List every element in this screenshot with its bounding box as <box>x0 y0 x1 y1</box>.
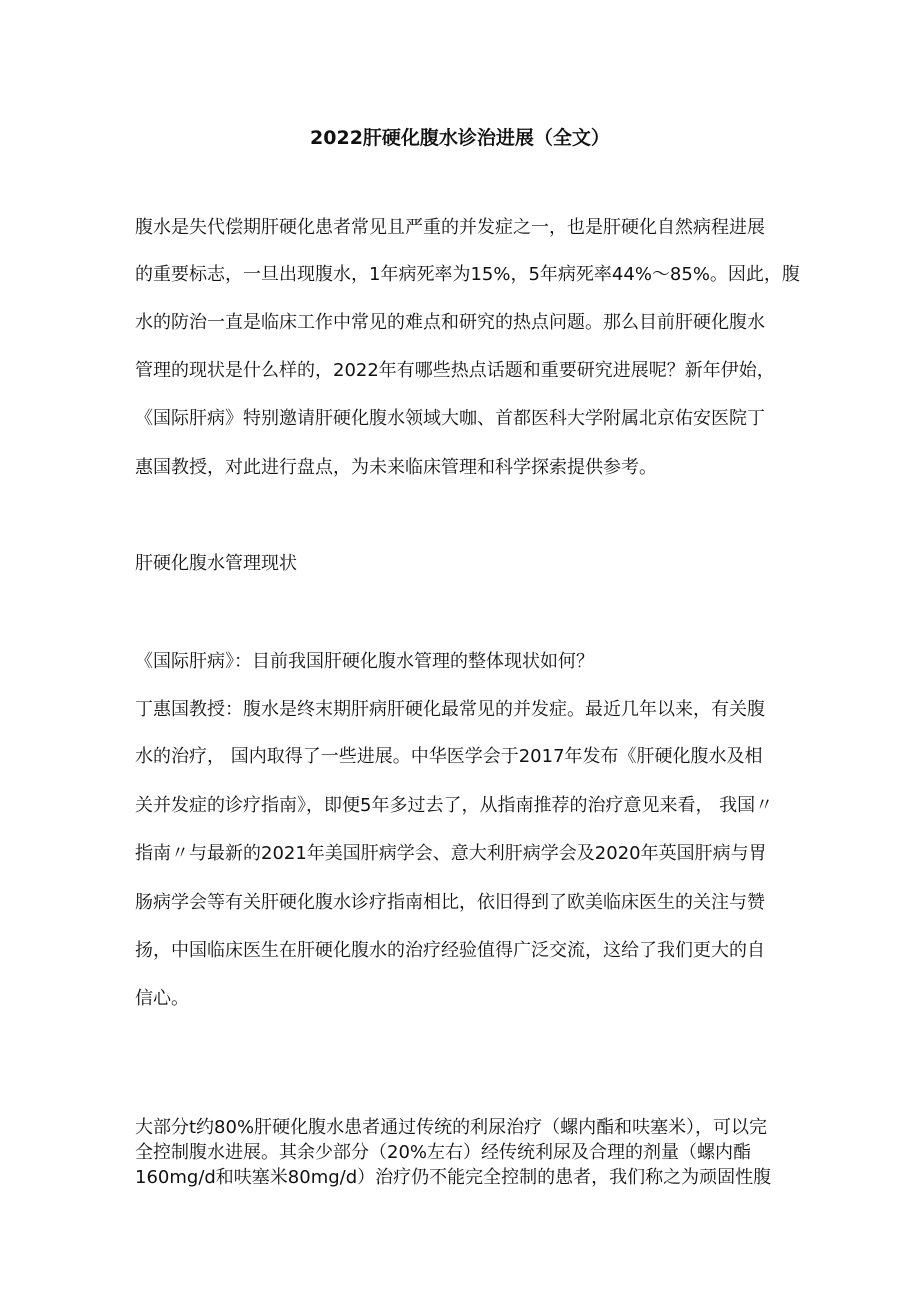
intro-line: 的重要标志，一旦出现腹水，1年病死率为15%，5年病死率44%～85%。因此，腹 <box>135 264 800 285</box>
answer-line: 关并发症的诊疗指南》，即便5年多过去了，从指南推荐的治疗意见来看， 我国〃 <box>135 795 774 816</box>
answer-line: 信心。 <box>135 988 189 1009</box>
answer-line: 丁惠国教授：腹水是终末期肝病肝硬化最常见的并发症。最近几年以来，有关腹 <box>135 699 765 720</box>
treatment-line: 大部分t约80%肝硬化腹水患者通过传统的利尿治疗（螺内酯和呋塞米），可以完 <box>135 1117 768 1138</box>
intro-line: 水的防治一直是临床工作中常见的难点和研究的热点问题。那么目前肝硬化腹水 <box>135 312 765 333</box>
intro-line: 腹水是失代偿期肝硬化患者常见且严重的并发症之一，也是肝硬化自然病程进展 <box>135 217 765 238</box>
section-heading: 肝硬化腹水管理现状 <box>135 553 297 574</box>
answer-line: 扬，中国临床医生在肝硬化腹水的治疗经验值得广泛交流，这给了我们更大的自 <box>135 940 765 961</box>
answer-line: 指南〃与最新的2021年美国肝病学会、意大利肝病学会及2020年英国肝病与胃 <box>135 843 767 864</box>
intro-line: 惠国教授，对此进行盘点，为未来临床管理和科学探索提供参考。 <box>135 457 657 478</box>
intro-line: 管理的现状是什么样的，2022年有哪些热点话题和重要研究进展呢？新年伊始， <box>135 360 775 381</box>
treatment-line: 160mg/d和呋塞米80mg/d）治疗仍不能完全控制的患者，我们称之为顽固性腹 <box>135 1167 772 1188</box>
intro-line: 《国际肝病》特别邀请肝硬化腹水领域大咖、首都医科大学附属北京佑安医院丁 <box>135 408 765 429</box>
treatment-line: 全控制腹水进展。其余少部分（20%左右）经传统利尿及合理的剂量（螺内酯 <box>135 1142 752 1163</box>
document-title: 2022肝硬化腹水诊治进展（全文） <box>310 127 610 149</box>
interview-question: 《国际肝病》：目前我国肝硬化腹水管理的整体现状如何？ <box>135 651 594 672</box>
answer-line: 肠病学会等有关肝硬化腹水诊疗指南相比，依旧得到了欧美临床医生的关注与赞 <box>135 892 765 913</box>
answer-line: 水的治疗， 国内取得了一些进展。中华医学会于2017年发布《肝硬化腹水及相 <box>135 746 763 767</box>
